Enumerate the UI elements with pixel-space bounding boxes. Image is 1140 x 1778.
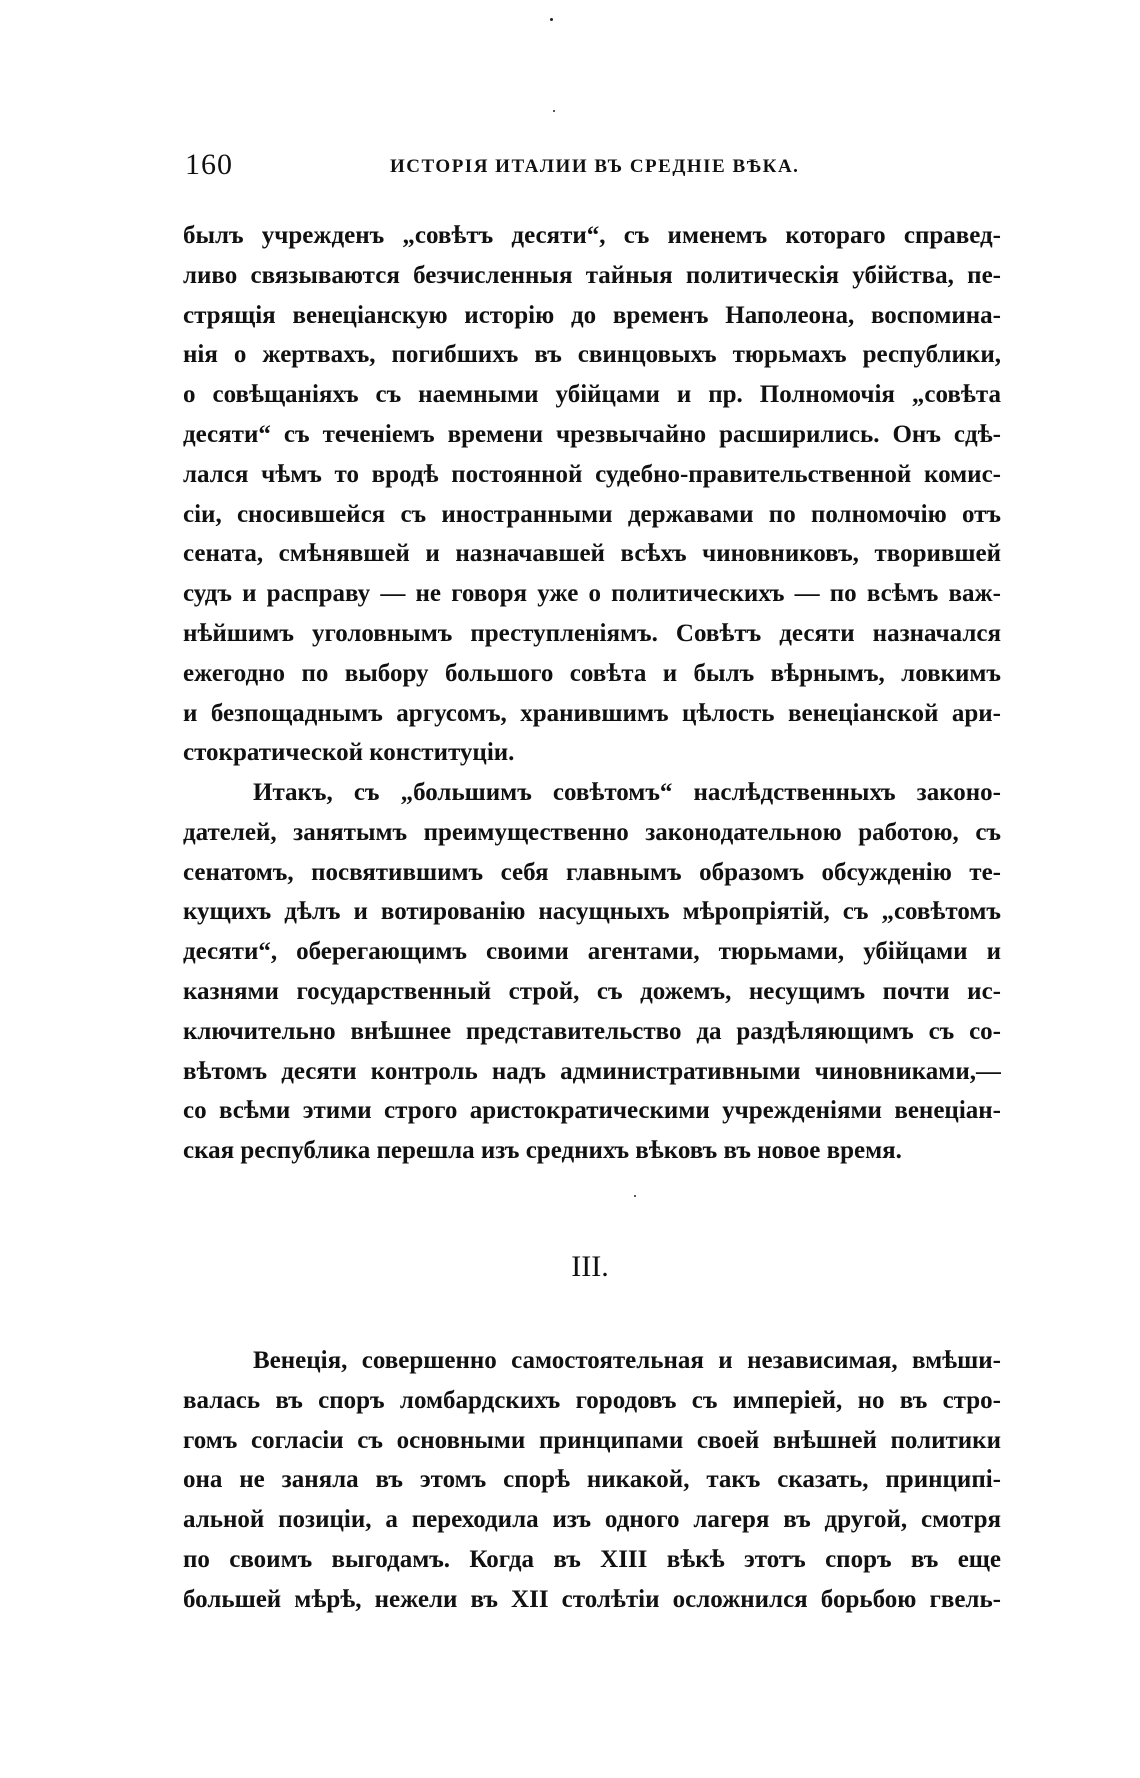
paragraph-3 [183, 1341, 1001, 1620]
text-line: десяти“, оберегающимъ своими агентами, тюрьмами, убійцами и [183, 938, 1001, 966]
text-line: ливо связываются безчисленныя тайныя политическія убійства, пе- [183, 261, 1001, 289]
text-line: о совѣщаніяхъ съ наемными убійцами и пр. Полномочія „совѣта [183, 381, 1001, 409]
text-line: судъ и расправу — не говоря уже о политическихъ — по всѣмъ важ- [183, 580, 1001, 608]
text-line: она не заняла въ этомъ спорѣ никакой, такъ сказать, принципі- [183, 1466, 1001, 1494]
page-header [185, 148, 1000, 188]
text-line: стрящія венеціанскую исторію до временъ Наполеона, воспомина- [183, 301, 1001, 329]
text-line: десяти“ съ теченіемъ времени чрезвычайно расширились. Онъ сдѣ- [183, 420, 1001, 448]
text-line: нія о жертвахъ, погибшихъ въ свинцовыхъ тюрьмахъ республики, [183, 341, 1001, 369]
text-line: валась въ споръ ломбардскихъ городовъ съ имперіей, но въ стро- [183, 1386, 1001, 1414]
text-line: сената, смѣнявшей и назначавшей всѣхъ чиновниковъ, творившей [183, 540, 1001, 568]
text-line: вѣтомъ десяти контроль надъ административными чиновниками,— [183, 1057, 1001, 1085]
text-line: большей мѣрѣ, нежели въ XII столѣтіи осложнился борьбою гвель- [183, 1585, 1001, 1613]
text-line: по своимъ выгодамъ. Когда въ XIII вѣкѣ этотъ споръ въ еще [183, 1545, 1001, 1573]
paragraph-2 [183, 773, 1001, 1171]
scan-speck [634, 1195, 636, 1197]
text-line: ежегодно по выбору большого совѣта и былъ вѣрнымъ, ловкимъ [183, 659, 1001, 687]
running-title: ИСТОРІЯ ИТАЛИИ ВЪ СРЕДНІЕ ВѢКА. [390, 156, 800, 177]
text-line: гомъ согласіи съ основными принципами своей внѣшней политики [183, 1426, 1001, 1454]
text-line: лался чѣмъ то вродѣ постоянной судебно-правительственной комис- [183, 460, 1001, 488]
text-line: нѣйшимъ уголовнымъ преступленіямъ. Совѣтъ десяти назначался [183, 619, 1001, 647]
text-line: кущихъ дѣлъ и вотированію насущныхъ мѣропріятій, съ „совѣтомъ [183, 898, 1001, 926]
text-line: стократической конституціи. [183, 739, 515, 767]
text-line: сіи, сносившейся съ иностранными державами по полномочію отъ [183, 500, 1001, 528]
section-heading: III. [571, 1250, 609, 1283]
text-line: ключительно внѣшнее представительство да раздѣляющимъ съ со- [183, 1017, 1001, 1045]
text-line: со всѣми этими строго аристократическими учрежденіями венеціан- [183, 1097, 1001, 1125]
text-line: альной позиціи, а переходила изъ одного лагеря въ другой, смотря [183, 1506, 1001, 1534]
paragraph-1 [183, 216, 1001, 773]
text-line: ская республика перешла изъ среднихъ вѣковъ въ новое время. [183, 1137, 902, 1165]
text-line: сенатомъ, посвятившимъ себя главнымъ образомъ обсужденію те- [183, 858, 1001, 886]
page-number: 160 [185, 148, 233, 181]
text-line: Итакъ, съ „большимъ совѣтомъ“ наслѣдственныхъ законо- [253, 779, 1001, 806]
text-line: казнями государственный строй, съ дожемъ, несущимъ почти ис- [183, 977, 1001, 1005]
scan-speck [553, 110, 555, 112]
text-line: Венеція, совершенно самостоятельная и независимая, вмѣши- [253, 1347, 1001, 1374]
scan-speck [550, 18, 553, 21]
text-line: дателей, занятымъ преимущественно законодательною работою, съ [183, 818, 1001, 846]
text-line: и безпощаднымъ аргусомъ, хранившимъ цѣлость венеціанской ари- [183, 699, 1001, 727]
text-line: былъ учрежденъ „совѣтъ десяти“, съ именемъ котораго справед- [183, 222, 1001, 249]
